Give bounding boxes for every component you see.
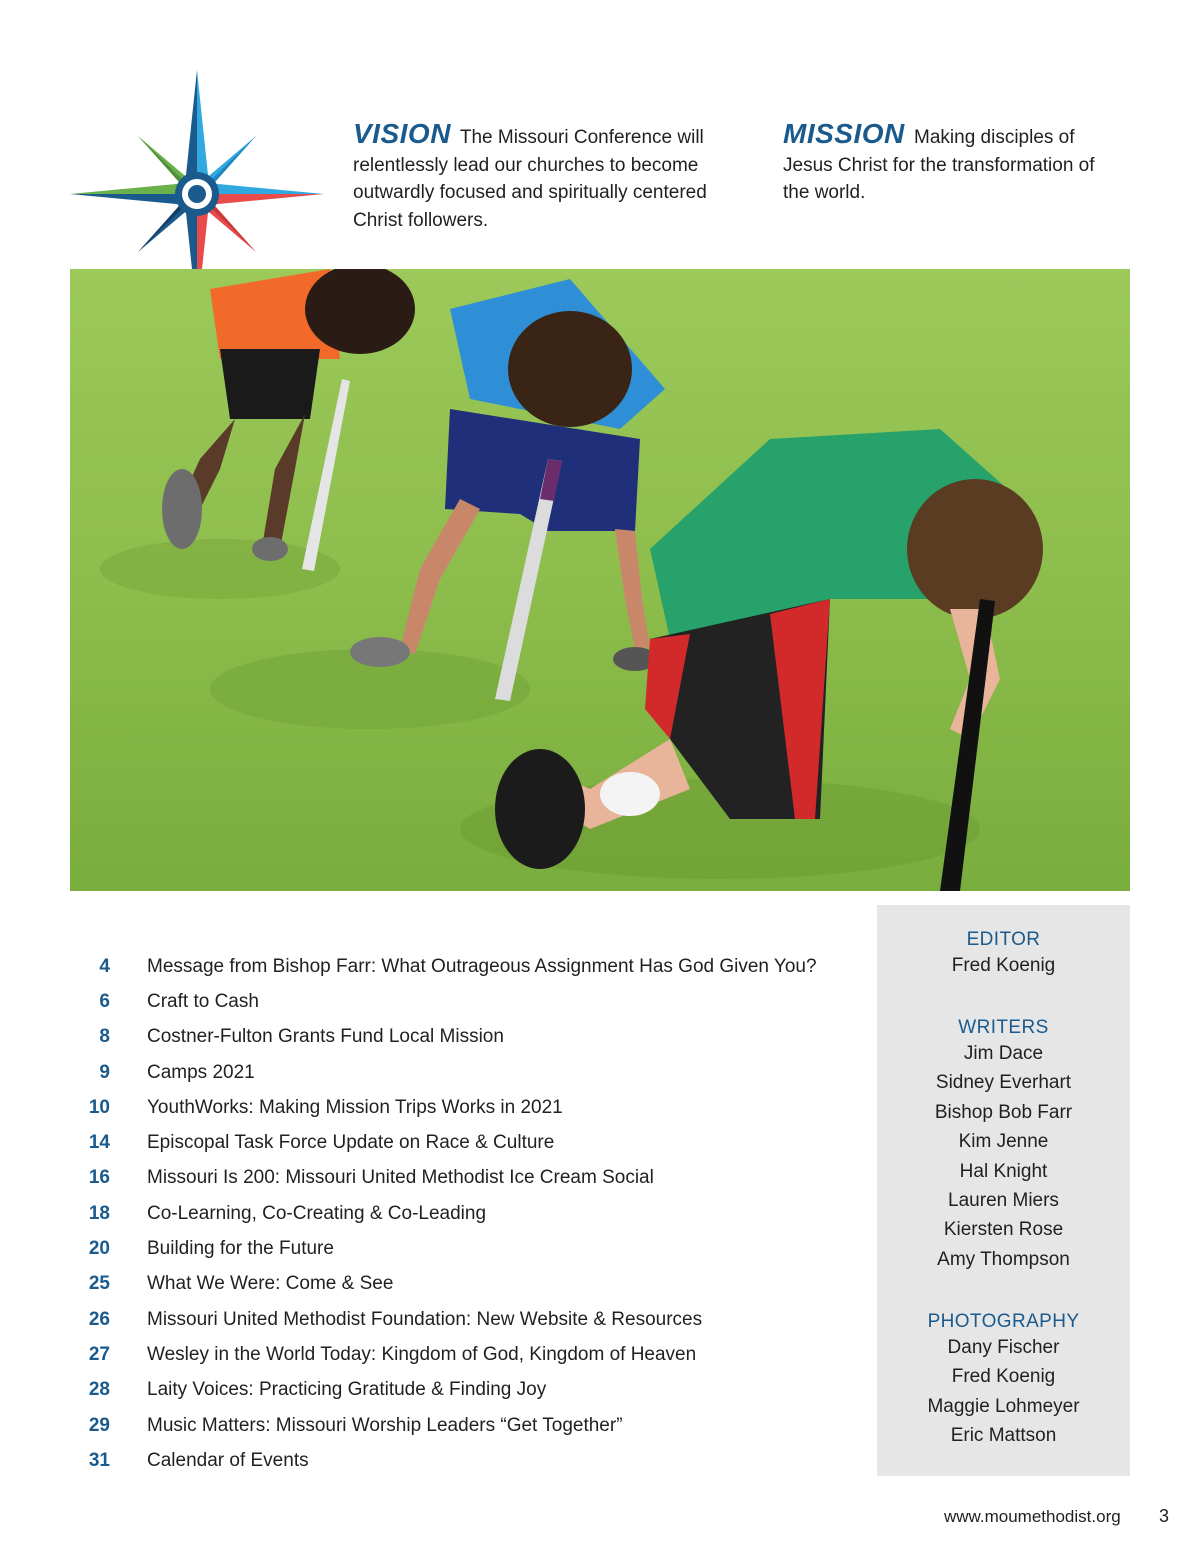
- writer-name: Kim Jenne: [958, 1131, 1049, 1153]
- writer-name: Bishop Bob Farr: [934, 1101, 1073, 1123]
- toc-title: Laity Voices: Practicing Gratitude & Finding Joy: [147, 1379, 547, 1401]
- toc-page-number: 20: [88, 1238, 110, 1260]
- toc-title: Craft to Cash: [147, 990, 259, 1012]
- toc-title: YouthWorks: Making Mission Trips Works in 2021: [147, 1096, 563, 1118]
- mission-label: MISSION: [783, 118, 905, 149]
- toc-title: Missouri Is 200: Missouri United Methodist Ice Cream Social: [147, 1167, 654, 1189]
- table-of-contents: [70, 949, 860, 1478]
- toc-title: Co-Learning, Co-Creating & Co-Leading: [147, 1202, 487, 1224]
- toc-title: Costner-Fulton Grants Fund Local Mission: [147, 1026, 504, 1048]
- photographer-name: Fred Koenig: [951, 1366, 1056, 1388]
- toc-item[interactable]: [70, 984, 860, 1019]
- toc-item[interactable]: [70, 1196, 860, 1231]
- vision-text: The Missouri Conference will relentlessly lead our churches to become outwardly focused and spiritually centered Christ followers.: [353, 127, 707, 231]
- writer-name: Kiersten Rose: [943, 1219, 1064, 1241]
- toc-page-number: 10: [88, 1096, 110, 1118]
- toc-page-number: 4: [99, 955, 110, 977]
- mission-statement: [783, 120, 1103, 207]
- toc-page-number: 9: [99, 1061, 110, 1083]
- toc-page-number: 31: [88, 1449, 110, 1471]
- toc-title: Calendar of Events: [147, 1449, 309, 1471]
- toc-item[interactable]: [70, 1125, 860, 1160]
- writer-name: Amy Thompson: [937, 1248, 1070, 1270]
- photographer-name: Eric Mattson: [950, 1425, 1057, 1447]
- mission-text: Making disciples of Jesus Christ for the transformation of the world.: [783, 127, 1095, 203]
- credits-panel: [877, 905, 1130, 1476]
- toc-item[interactable]: [70, 1408, 860, 1443]
- toc-item[interactable]: [70, 1231, 860, 1266]
- toc-title: Building for the Future: [147, 1238, 334, 1260]
- toc-title: Camps 2021: [147, 1061, 255, 1083]
- toc-title: Music Matters: Missouri Worship Leaders “Get Together”: [147, 1414, 623, 1436]
- toc-page-number: 8: [99, 1026, 110, 1048]
- photographer-name: Dany Fischer: [947, 1337, 1060, 1358]
- writers-section: [877, 1017, 1130, 1274]
- toc-page-number: 14: [88, 1132, 110, 1154]
- vision-label: VISION: [353, 118, 451, 149]
- writer-name: Jim Dace: [963, 1043, 1044, 1064]
- toc-title: Wesley in the World Today: Kingdom of God, Kingdom of Heaven: [147, 1343, 697, 1365]
- toc-item[interactable]: [70, 1090, 860, 1125]
- toc-item[interactable]: [70, 1267, 860, 1302]
- youth-playing-photo: [70, 269, 1130, 891]
- writers-heading: WRITERS: [958, 1017, 1049, 1038]
- toc-item[interactable]: [70, 1337, 860, 1372]
- editor-name: Fred Koenig: [951, 955, 1056, 976]
- toc-title: Missouri United Methodist Foundation: New Website & Resources: [147, 1308, 703, 1330]
- vision-statement: [353, 120, 733, 234]
- toc-item[interactable]: [70, 1055, 860, 1090]
- toc-item[interactable]: [70, 1443, 860, 1478]
- writer-name: Sidney Everhart: [935, 1072, 1072, 1094]
- toc-page-number: 29: [88, 1414, 110, 1436]
- toc-page-number: 16: [88, 1167, 110, 1189]
- editor-section: [877, 929, 1130, 980]
- toc-item[interactable]: [70, 1373, 860, 1408]
- writer-name: Hal Knight: [959, 1160, 1048, 1182]
- toc-item[interactable]: [70, 949, 860, 984]
- toc-item[interactable]: [70, 1161, 860, 1196]
- toc-item[interactable]: [70, 1020, 860, 1055]
- toc-item[interactable]: [70, 1302, 860, 1337]
- toc-page-number: 27: [88, 1343, 110, 1365]
- toc-page-number: 6: [99, 990, 110, 1012]
- toc-page-number: 18: [88, 1202, 110, 1224]
- toc-title: What We Were: Come & See: [147, 1273, 394, 1295]
- toc-title: Message from Bishop Farr: What Outrageous Assignment Has God Given You?: [147, 955, 817, 977]
- toc-page-number: 26: [88, 1308, 110, 1330]
- toc-page-number: 25: [88, 1273, 110, 1295]
- toc-title: Episcopal Task Force Update on Race & Culture: [147, 1132, 555, 1154]
- toc-page-number: 28: [88, 1379, 110, 1401]
- page-number: 3: [1159, 1506, 1170, 1526]
- editor-heading: EDITOR: [966, 929, 1041, 950]
- photography-heading: PHOTOGRAPHY: [927, 1311, 1080, 1332]
- photography-section: [877, 1311, 1130, 1451]
- website-link[interactable]: www.moumethodist.org: [944, 1507, 1121, 1526]
- writer-name: Lauren Miers: [948, 1190, 1059, 1212]
- photographer-name: Maggie Lohmeyer: [927, 1395, 1080, 1417]
